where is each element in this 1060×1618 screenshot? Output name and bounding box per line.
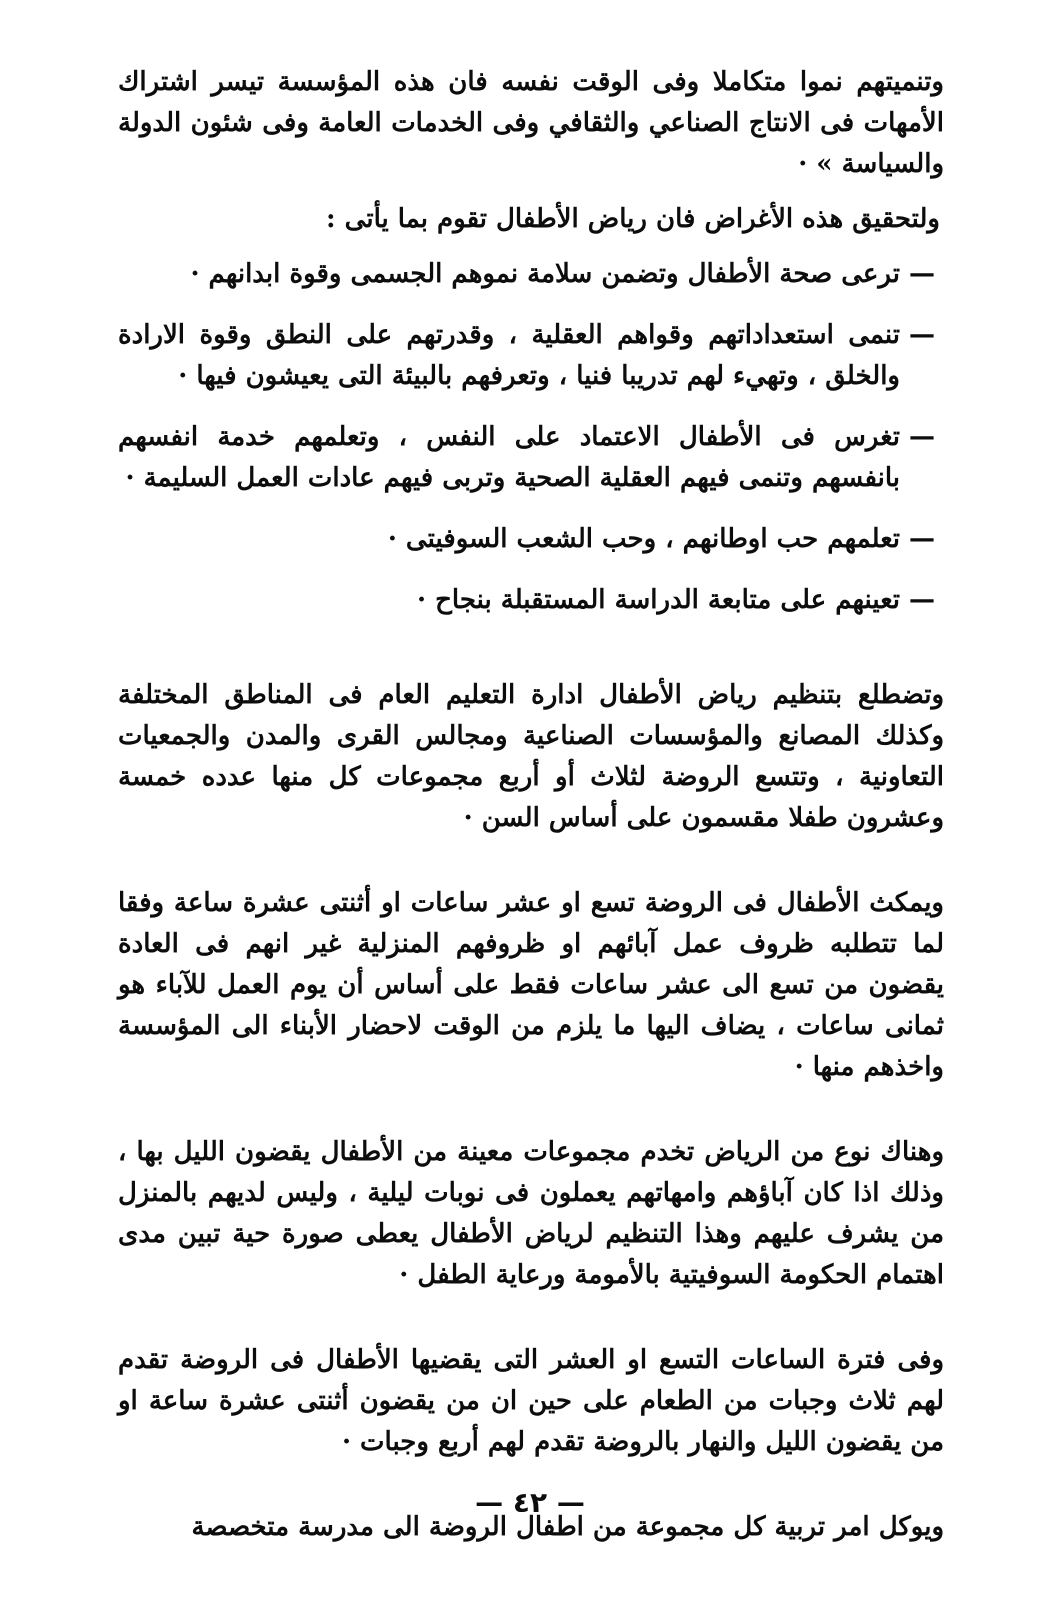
paragraph-night-kindergartens: وهناك نوع من الرياض تخدم مجموعات معينة من الأطفال يقضون الليل بها ، وذلك اذا كان آباؤهم وامهاتهم يعملون فى نوبات ليلية ، وليس لديهم بالمنزل من يشرف عليهم وهذا التنظيم لرياض الأطفال يعطى صورة حية تبين مدى اهتمام الحكومة السوفيتية بالأمومة ورعاية الطفل · xyxy=(118,1137,944,1290)
list-intro: ولتحقيق هذه الأغراض فان رياض الأطفال تقوم بما يأتى : xyxy=(326,204,940,234)
list-item xyxy=(118,519,944,560)
dash-bullet-icon: — xyxy=(909,524,935,554)
document-page xyxy=(118,62,944,1562)
spacer xyxy=(118,641,944,675)
dash-bullet-icon: — xyxy=(909,585,935,615)
paragraph-meals: وفى فترة الساعات التسع او العشر التى يقضيها الأطفال فى الروضة تقدم لهم ثلاث وجبات من الطعام على حين ان من يقضون أثنتى عشرة ساعة او من يقضون الليل والنهار بالروضة تقدم لهم أربع وجبات · xyxy=(118,1345,944,1457)
list-item-text: تنمى استعداداتهم وقواهم العقلية ، وقدرتهم على النطق وقوة الارادة والخلق ، وتهيء لهم تدريبا فنيا ، وتعرفهم بالبيئة التى يعيشون فيها · xyxy=(118,320,900,391)
list-item xyxy=(118,580,944,621)
paragraph-continuation: وتنميتهم نموا متكاملا وفى الوقت نفسه فان هذه المؤسسة تيسر اشتراك الأمهات فى الانتاج الصناعي والثقافي وفى الخدمات العامة وفى شئون الدولة والسياسة » · xyxy=(118,67,944,179)
list-item xyxy=(118,315,944,397)
dash-bullet-icon: — xyxy=(909,422,935,452)
paragraph-teachers: ويوكل امر تربية كل مجموعة من اطفال الروضة الى مدرسة متخصصة xyxy=(191,1512,944,1542)
list-item-text: تعينهم على متابعة الدراسة المستقبلة بنجاح · xyxy=(417,585,900,615)
dash-bullet-icon: — xyxy=(909,320,935,350)
spacer xyxy=(118,240,944,254)
list-item xyxy=(118,254,944,295)
spacer xyxy=(118,1088,944,1132)
list-item xyxy=(118,417,944,499)
paragraph-hours: ويمكث الأطفال فى الروضة تسع او عشر ساعات او أثنتى عشرة ساعة وفقا لما تتطلبه ظروف عمل آبائهم او ظروفهم المنزلية غير انهم فى العادة يقضون من تسع الى عشر ساعات فقط على أساس أن يوم العمل للآباء هو ثمانى ساعات ، يضاف اليها ما يلزم من الوقت لاحضار الأبناء الى المؤسسة واخذهم منها · xyxy=(118,888,944,1082)
list-item-text: ترعى صحة الأطفال وتضمن سلامة نموهم الجسمى وقوة ابدانهم · xyxy=(190,259,900,289)
spacer xyxy=(118,839,944,883)
list-item-text: تغرس فى الأطفال الاعتماد على النفس ، وتعلمهم خدمة انفسهم بانفسهم وتنمى فيهم العقلية الصحية وتربى فيهم عادات العمل السليمة · xyxy=(118,422,900,493)
goals-list xyxy=(118,254,944,621)
page-number: — ٤٢ — xyxy=(475,1486,585,1519)
paragraph-organization: وتضطلع بتنظيم رياض الأطفال ادارة التعليم العام فى المناطق المختلفة وكذلك المصانع والمؤسسات الصناعية ومجالس القرى والمدن والجمعيات التعاونية ، وتتسع الروضة لثلاث أو أربع مجموعات كل منها عدده خمسة وعشرون طفلا مقسمون على أساس السن · xyxy=(118,680,944,833)
list-item-text: تعلمهم حب اوطانهم ، وحب الشعب السوفيتى · xyxy=(387,524,900,554)
spacer xyxy=(118,1296,944,1340)
spacer xyxy=(118,185,944,199)
dash-bullet-icon: — xyxy=(909,259,935,289)
